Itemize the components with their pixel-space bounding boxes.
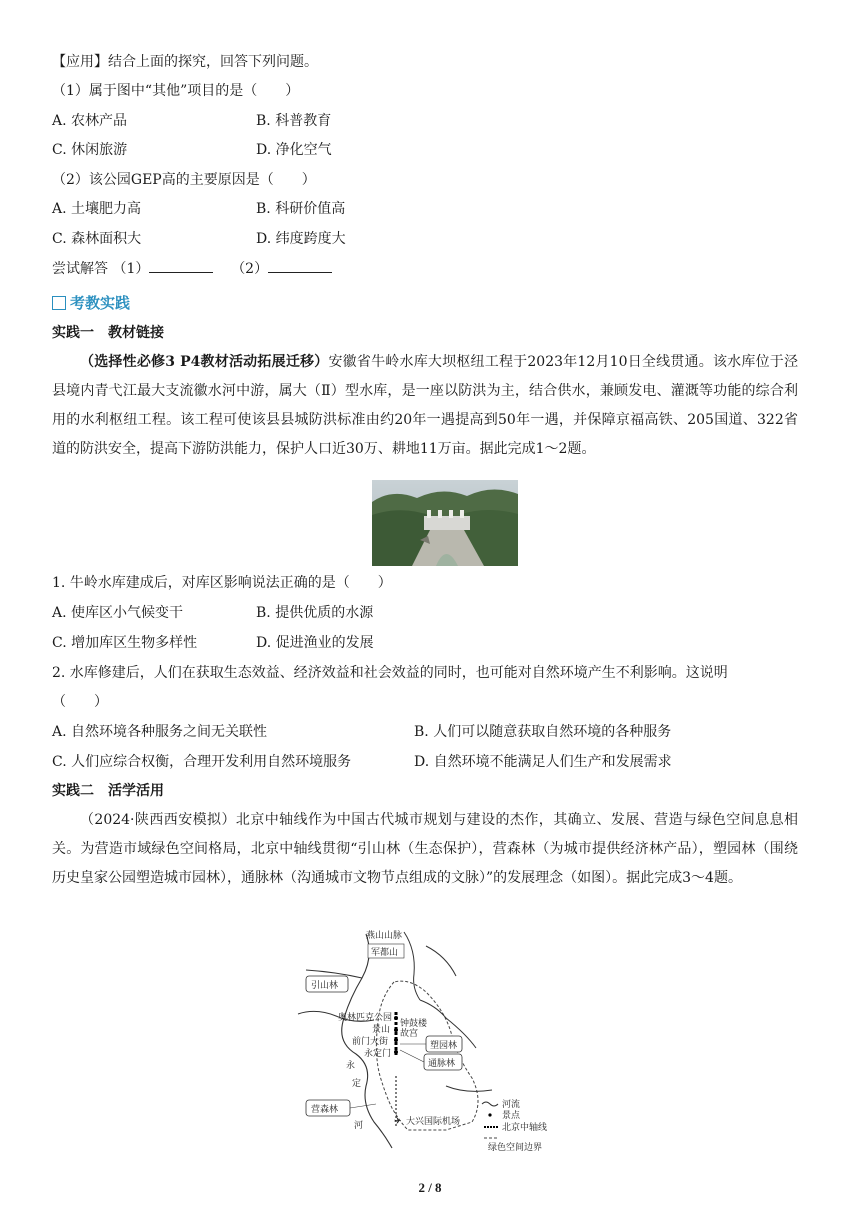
apply-q2-opt-a: A. 土壤肥力高 (52, 201, 142, 217)
try-1-label: （1） (112, 261, 150, 277)
label-junduo: 军都山 (371, 948, 399, 958)
legend-axis: 北京中轴线 (502, 1123, 548, 1133)
checkbox-square-icon (52, 296, 66, 310)
practice1-q1-opt-b: B. 提供优质的水源 (256, 605, 374, 621)
legend-spot-icon (488, 1113, 491, 1116)
apply-intro-line (52, 52, 318, 72)
apply-q1-opt-c: C. 休闲旅游 (52, 142, 128, 158)
label-olympic: 奥林匹克公园 (338, 1013, 393, 1023)
try-2-label: （2） (231, 261, 269, 277)
try-answer-line (52, 258, 332, 279)
practice1-title: 实践一 教材链接 (52, 325, 164, 341)
scenic-spot-dot (394, 1028, 398, 1032)
leader-line (350, 1104, 376, 1108)
label-jingshan: 景山 (372, 1025, 391, 1035)
practice1-source: （选择性必修3 P4教材活动拓展迁移） (80, 354, 329, 370)
apply-heading: 【应用】 (52, 54, 108, 70)
practice1-q1: 1. 牛岭水库建成后，对库区影响说法正确的是（ ） (52, 575, 392, 591)
apply-q1: （1）属于图中“其他”项目的是（ ） (52, 83, 300, 99)
try-label: 尝试解答 (52, 261, 108, 277)
scenic-spot-dot (394, 1050, 398, 1054)
label-gugong: 故宫 (400, 1029, 419, 1039)
practice1-q2-paren: （ ） (52, 694, 108, 710)
label-yinshan: 引山林 (311, 981, 339, 991)
apply-q2-opt-d: D. 纬度跨度大 (256, 231, 346, 247)
practice1-q1-opt-a: A. 使库区小气候变干 (52, 605, 184, 621)
apply-q1-opt-a: A. 农林产品 (52, 113, 128, 129)
practice1-q2-opt-b: B. 人们可以随意获取自然环境的各种服务 (414, 724, 672, 740)
practice1-text: 安徽省牛岭水库大坝枢纽工程于2023年12月10日全线贯通。该水库位于泾县境内青弋江最大支流徽水河中游，属大（Ⅱ）型水库，是一座以防洪为主，结合供水，兼顾发电、灌溉等功能的综合利用的水利枢纽工程。该工程可使该县县城防洪标准由约20年一遇提高到50年一遇，并保障京福高铁、205国道、322省道的防洪安全，提高下游防洪能力，保护人口近30万、耕地11万亩。据此完成1～2题。 (52, 354, 798, 457)
legend-spot: 景点 (502, 1111, 521, 1121)
label-mountains: 燕山山脉 (366, 931, 403, 941)
page-number: 2 / 8 (418, 1180, 442, 1195)
practice2-title: 实践二 活学活用 (52, 783, 164, 799)
practice1-q2-opt-d: D. 自然环境不能满足人们生产和发展需求 (414, 754, 672, 770)
section-header (52, 292, 130, 313)
practice1-paragraph (52, 348, 798, 464)
practice1-q1-opt-d: D. 促进渔业的发展 (256, 635, 374, 651)
section-title: 考教实践 (70, 294, 131, 312)
label-suyuan: 塑园林 (430, 1041, 458, 1051)
practice1-q1-opt-c: C. 增加库区生物多样性 (52, 635, 198, 651)
apply-q2-opt-b: B. 科研价值高 (256, 201, 346, 217)
practice1-q2-opt-c: C. 人们应综合权衡，合理开发利用自然环境服务 (52, 754, 352, 770)
legend-river: 河流 (502, 1100, 521, 1110)
reservoir-dam-photo (372, 480, 518, 566)
river-north (404, 932, 420, 1000)
label-river-char-3: 河 (354, 1121, 364, 1131)
label-airport: 大兴国际机场 (406, 1117, 461, 1127)
apply-q2: （2）该公园GEP高的主要原因是（ ） (52, 172, 316, 188)
label-tongmai: 通脉林 (428, 1059, 456, 1069)
scenic-spot-dot (394, 1016, 398, 1020)
label-yingsen: 营森林 (311, 1105, 339, 1115)
apply-q2-opt-c: C. 森林面积大 (52, 231, 142, 247)
practice1-q2-opt-a: A. 自然环境各种服务之间无关联性 (52, 724, 268, 740)
label-yongding-gate: 永定门 (364, 1049, 392, 1059)
river-southeast (446, 1086, 492, 1091)
leader-line (400, 1050, 424, 1062)
apply-intro: 结合上面的探究，回答下列问题。 (108, 54, 318, 70)
label-gulou: 钟鼓楼 (400, 1019, 428, 1029)
apply-q1-opt-b: B. 科普教育 (256, 113, 332, 129)
legend-boundary: 绿色空间边界 (488, 1143, 543, 1153)
practice2-paragraph: （2024·陕西西安模拟）北京中轴线作为中国古代城市规划与建设的杰作，其确立、发展、营造与绿色空间息息相关。为营造市域绿色空间格局，北京中轴线贯彻“引山林（生态保护），营森林（为城市提供经济林产品），塑园林（围绕历史皇家公园塑造城市园林），通脉林（沟通城市文物节点组成的文脉）”的发展理念（如图）。据此完成3～4题。 (52, 812, 798, 886)
airport-icon: ✈ (394, 1117, 402, 1127)
beijing-axis-map (296, 926, 562, 1158)
answer-blank-2[interactable] (268, 258, 332, 273)
apply-q1-opt-d: D. 净化空气 (256, 142, 332, 158)
legend-river-icon (482, 1102, 498, 1106)
answer-blank-1[interactable] (149, 258, 213, 273)
label-river-char-2: 定 (352, 1079, 362, 1089)
scenic-spot-dot (394, 1038, 398, 1042)
label-qianmen: 前门大街 (352, 1037, 389, 1047)
label-river-char-1: 永 (346, 1061, 356, 1071)
practice1-q2: 2. 水库修建后，人们在获取生态效益、经济效益和社会效益的同时，也可能对自然环境产生不利影响。这说明 (52, 665, 728, 681)
river-northeast (426, 946, 456, 976)
